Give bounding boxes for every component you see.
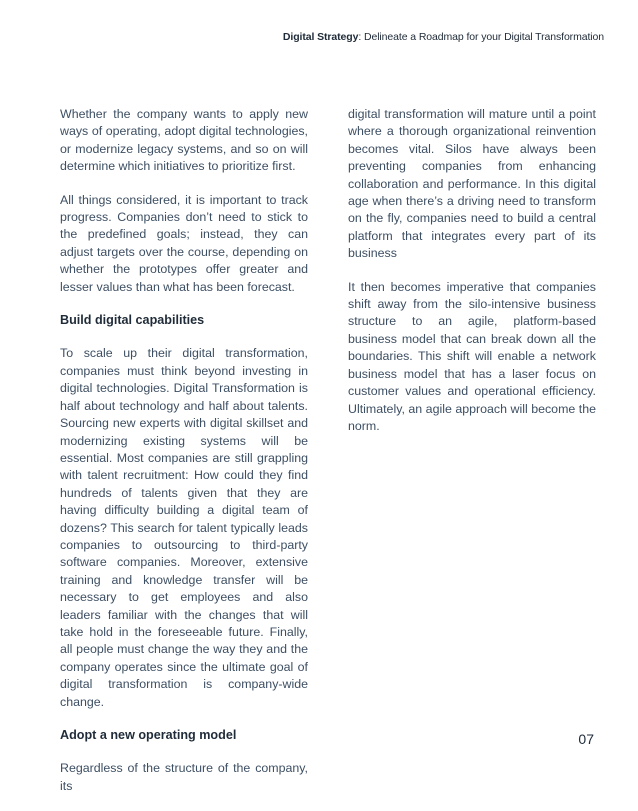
body-paragraph: digital transformation will mature until a point where a thorough organizational reinvention becomes vital. Silos have always been preventing companies from enhancing collaboration and performance. In this digital age when there’s a driving need to transform on the fly, companies need to build a central platform that integrates every part of its business: [348, 107, 596, 261]
body-paragraph: Whether the company wants to apply new ways of operating, adopt digital technologies, or modernize legacy systems, and so on will determine which initiatives to prioritize first.: [60, 107, 308, 174]
body-paragraph: It then becomes imperative that companies shift away from the silo-intensive business structure to an agile, platform-based business model that can break down all the boundaries. This shift will enable a network business model that has a laser focus on customer values and operational efficiency. Ultimately, an agile approach will become the norm.: [348, 279, 596, 433]
body-paragraph: All things considered, it is important to track progress. Companies don’t need to stick to the predefined goals; instead, they can adjust targets over the course, depending on whether the prototypes offer greater and lesser values than what has been forecast.: [60, 192, 308, 294]
section-heading-build-digital-capabilities: Build digital capabilities: [60, 313, 205, 328]
header-section-title: Digital Strategy: [282, 31, 359, 43]
header-subtitle: : Delineate a Roadmap for your Digital Transformation: [358, 31, 604, 43]
left-column: [60, 106, 308, 811]
section-heading-adopt-operating-model: Adopt a new operating model: [60, 728, 237, 742]
right-column: [348, 106, 596, 451]
body-paragraph: To scale up their digital transformation, companies must think beyond investing in digital technologies. Digital Transformation is half about technology and half about talents. Sourcing new experts with digital skillset and modernizing existing systems will be essential. Most companies are still grappling with talent recruitment: How could they find hundreds of talents given that they are having difficulty building a digital team of dozens? This search for talent typically leads companies to outsourcing to third-party software companies. Moreover, extensive training and knowledge transfer will be necessary to get employees and also leaders familiar with the changes that will take hold in the foreseeable future. Finally, all people must change the way they and the company operates since the ultimate goal of digital transformation is company-wide change.: [60, 346, 308, 709]
body-paragraph: Regardless of the structure of the company, its: [60, 761, 308, 793]
page-number: 07: [578, 731, 594, 747]
running-header: [283, 31, 604, 43]
